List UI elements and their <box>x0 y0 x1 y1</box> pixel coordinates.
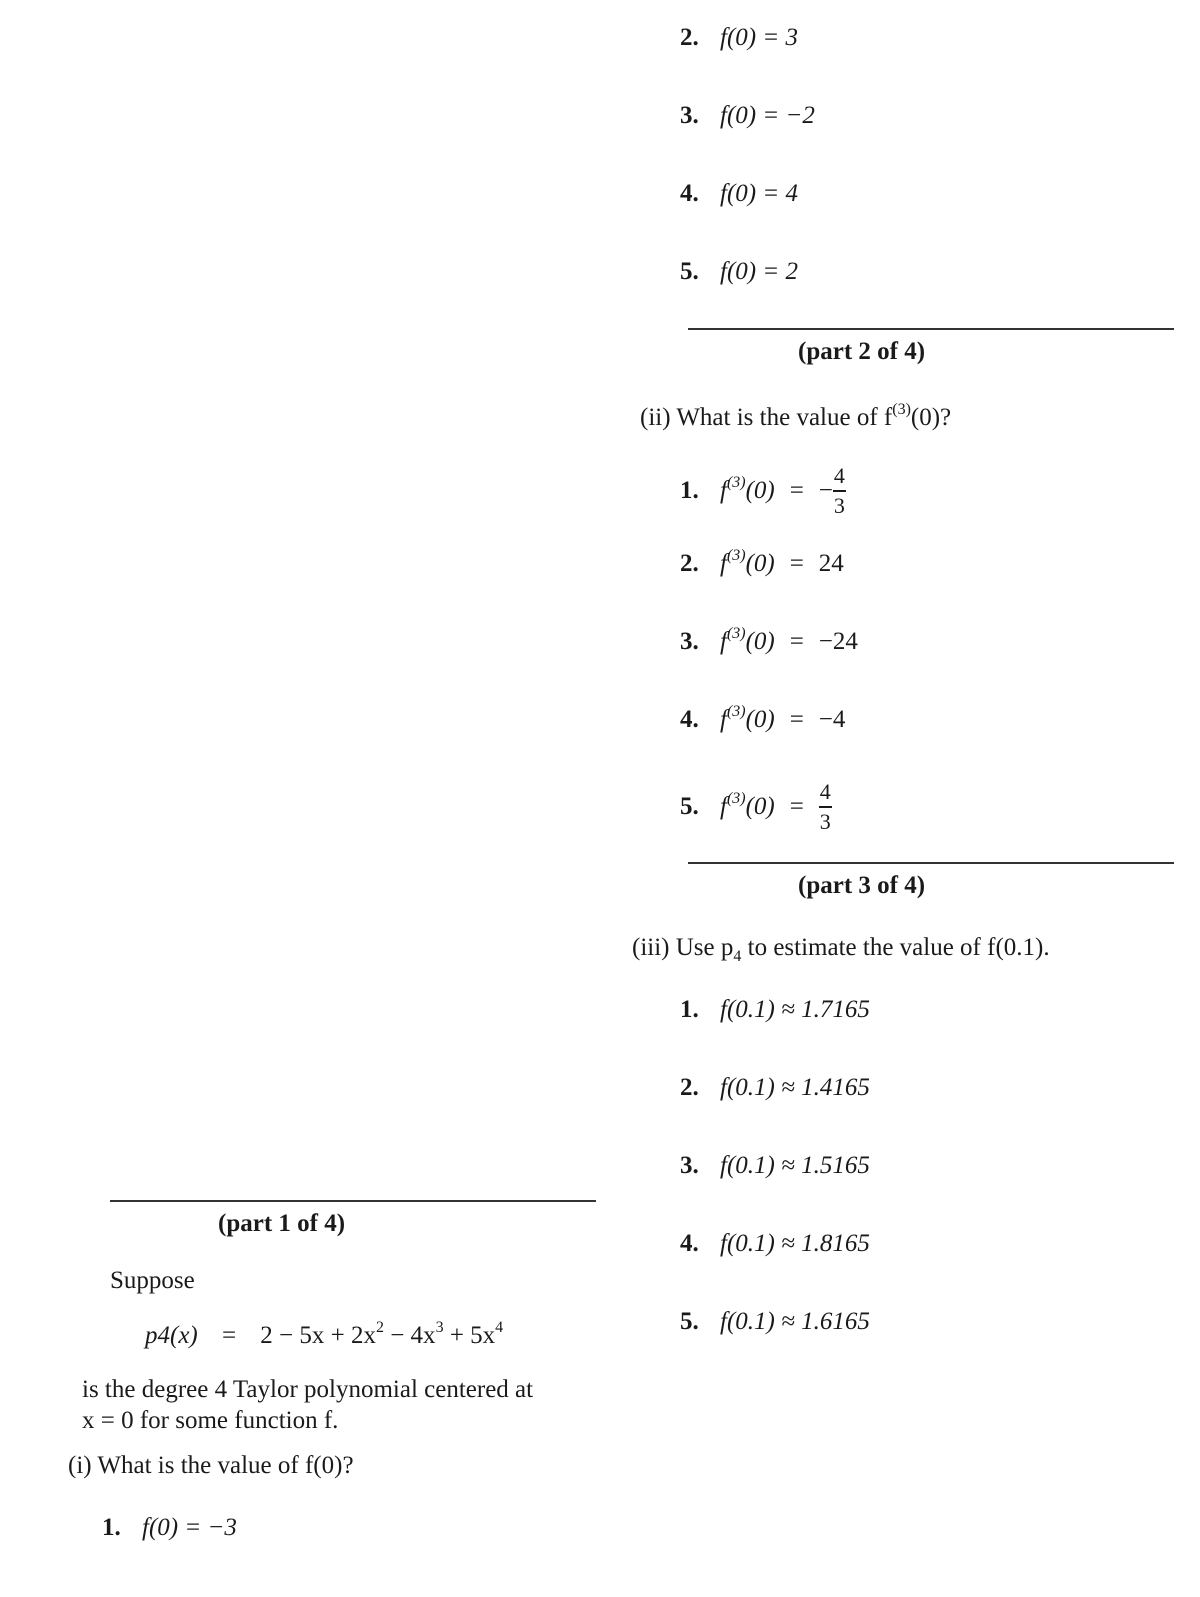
polynomial-rhs: $2 - 5x + 2x^2 - 4x^3 + 5x^4$ <box>260 1318 504 1349</box>
option-expression: f(0) = −2 <box>720 102 815 129</box>
option-number: 4. <box>680 180 699 207</box>
part2-option-4[interactable] <box>680 702 846 734</box>
part3-option-3[interactable] <box>680 1152 870 1180</box>
option-number: 5. <box>680 793 699 820</box>
part1-option-1[interactable] <box>102 1514 237 1542</box>
option-expression: f(0) = 3 <box>720 24 798 51</box>
option-expression: f(0) = −3 <box>142 1514 237 1541</box>
question-subscript: 4 <box>733 948 742 965</box>
option-number: 2. <box>680 550 699 577</box>
option-expression: f(0.1) ≈ 1.8165 <box>720 1230 870 1257</box>
part1-option-5[interactable] <box>680 258 798 286</box>
part3-option-4[interactable] <box>680 1230 870 1258</box>
option-lhs: $f^{(3)}(0)$ <box>720 473 775 504</box>
option-lhs: $f^{(3)}(0)$ <box>720 702 775 733</box>
description-line-2: x = 0 for some function f. <box>82 1407 339 1434</box>
part3-option-1[interactable] <box>680 996 870 1024</box>
part3-question <box>632 934 1050 965</box>
equals-sign: = <box>789 706 804 733</box>
equals-sign: = <box>789 550 804 577</box>
question-text: (iii) Use p <box>632 934 734 961</box>
part3-header: (part 3 of 4) <box>798 872 926 899</box>
part1-option-3[interactable] <box>680 102 815 130</box>
part2-option-1[interactable] <box>680 462 846 520</box>
question-text-end: to estimate the value of f(0.1). <box>741 934 1050 961</box>
option-number: 3. <box>680 628 699 655</box>
option-number: 4. <box>680 1230 699 1257</box>
option-number: 1. <box>680 996 699 1023</box>
option-fraction: $\frac{4}{3}$ <box>833 463 845 518</box>
polynomial-equation <box>145 1318 504 1350</box>
option-number: 5. <box>680 258 699 285</box>
option-lhs: $f^{(3)}(0)$ <box>720 624 775 655</box>
option-lhs: $f^{(3)}(0)$ <box>720 789 775 820</box>
part1-option-4[interactable] <box>680 180 798 208</box>
part2-option-2[interactable] <box>680 546 844 578</box>
equals-sign: = <box>221 1322 237 1349</box>
part1-option-2[interactable] <box>680 24 798 52</box>
part3-option-2[interactable] <box>680 1074 870 1102</box>
part1-question: (i) What is the value of f(0)? <box>68 1452 354 1479</box>
option-number: 3. <box>680 1152 699 1179</box>
part2-option-3[interactable] <box>680 624 858 656</box>
section-divider <box>110 1200 596 1202</box>
option-value: −4 <box>818 706 846 733</box>
option-fraction: $\frac{4}{3}$ <box>819 779 831 834</box>
option-number: 2. <box>680 24 699 51</box>
part1-header: (part 1 of 4) <box>218 1210 346 1237</box>
equals-sign: = <box>789 477 804 504</box>
equals-sign: = <box>789 793 804 820</box>
question-text: (ii) What is the value of f <box>640 404 893 431</box>
part3-option-5[interactable] <box>680 1308 870 1336</box>
option-lhs: $f^{(3)}(0)$ <box>720 546 775 577</box>
section-divider <box>688 862 1174 864</box>
option-expression: f(0.1) ≈ 1.4165 <box>720 1074 870 1101</box>
option-value: 24 <box>818 550 844 577</box>
option-expression: f(0.1) ≈ 1.7165 <box>720 996 870 1023</box>
option-expression: f(0.1) ≈ 1.5165 <box>720 1152 870 1179</box>
polynomial-lhs: p4(x) <box>145 1322 198 1349</box>
option-number: 1. <box>680 477 699 504</box>
part2-header: (part 2 of 4) <box>798 338 926 365</box>
option-number: 3. <box>680 102 699 129</box>
option-number: 4. <box>680 706 699 733</box>
equals-sign: = <box>789 628 804 655</box>
section-divider <box>688 328 1174 330</box>
option-number: 2. <box>680 1074 699 1101</box>
description-line-1: is the degree 4 Taylor polynomial centered at <box>82 1376 534 1403</box>
question-text-end: (0)? <box>910 404 952 431</box>
option-expression: f(0) = 4 <box>720 180 798 207</box>
option-number: 1. <box>102 1514 121 1541</box>
option-number: 5. <box>680 1308 699 1335</box>
option-sign: − <box>818 477 833 504</box>
option-expression: f(0) = 2 <box>720 258 798 285</box>
question-superscript: (3) <box>892 400 911 418</box>
part2-option-5[interactable] <box>680 778 832 836</box>
option-value: −24 <box>818 628 858 655</box>
option-expression: f(0.1) ≈ 1.6165 <box>720 1308 870 1335</box>
suppose-text: Suppose <box>110 1267 195 1294</box>
part2-question <box>640 400 952 432</box>
